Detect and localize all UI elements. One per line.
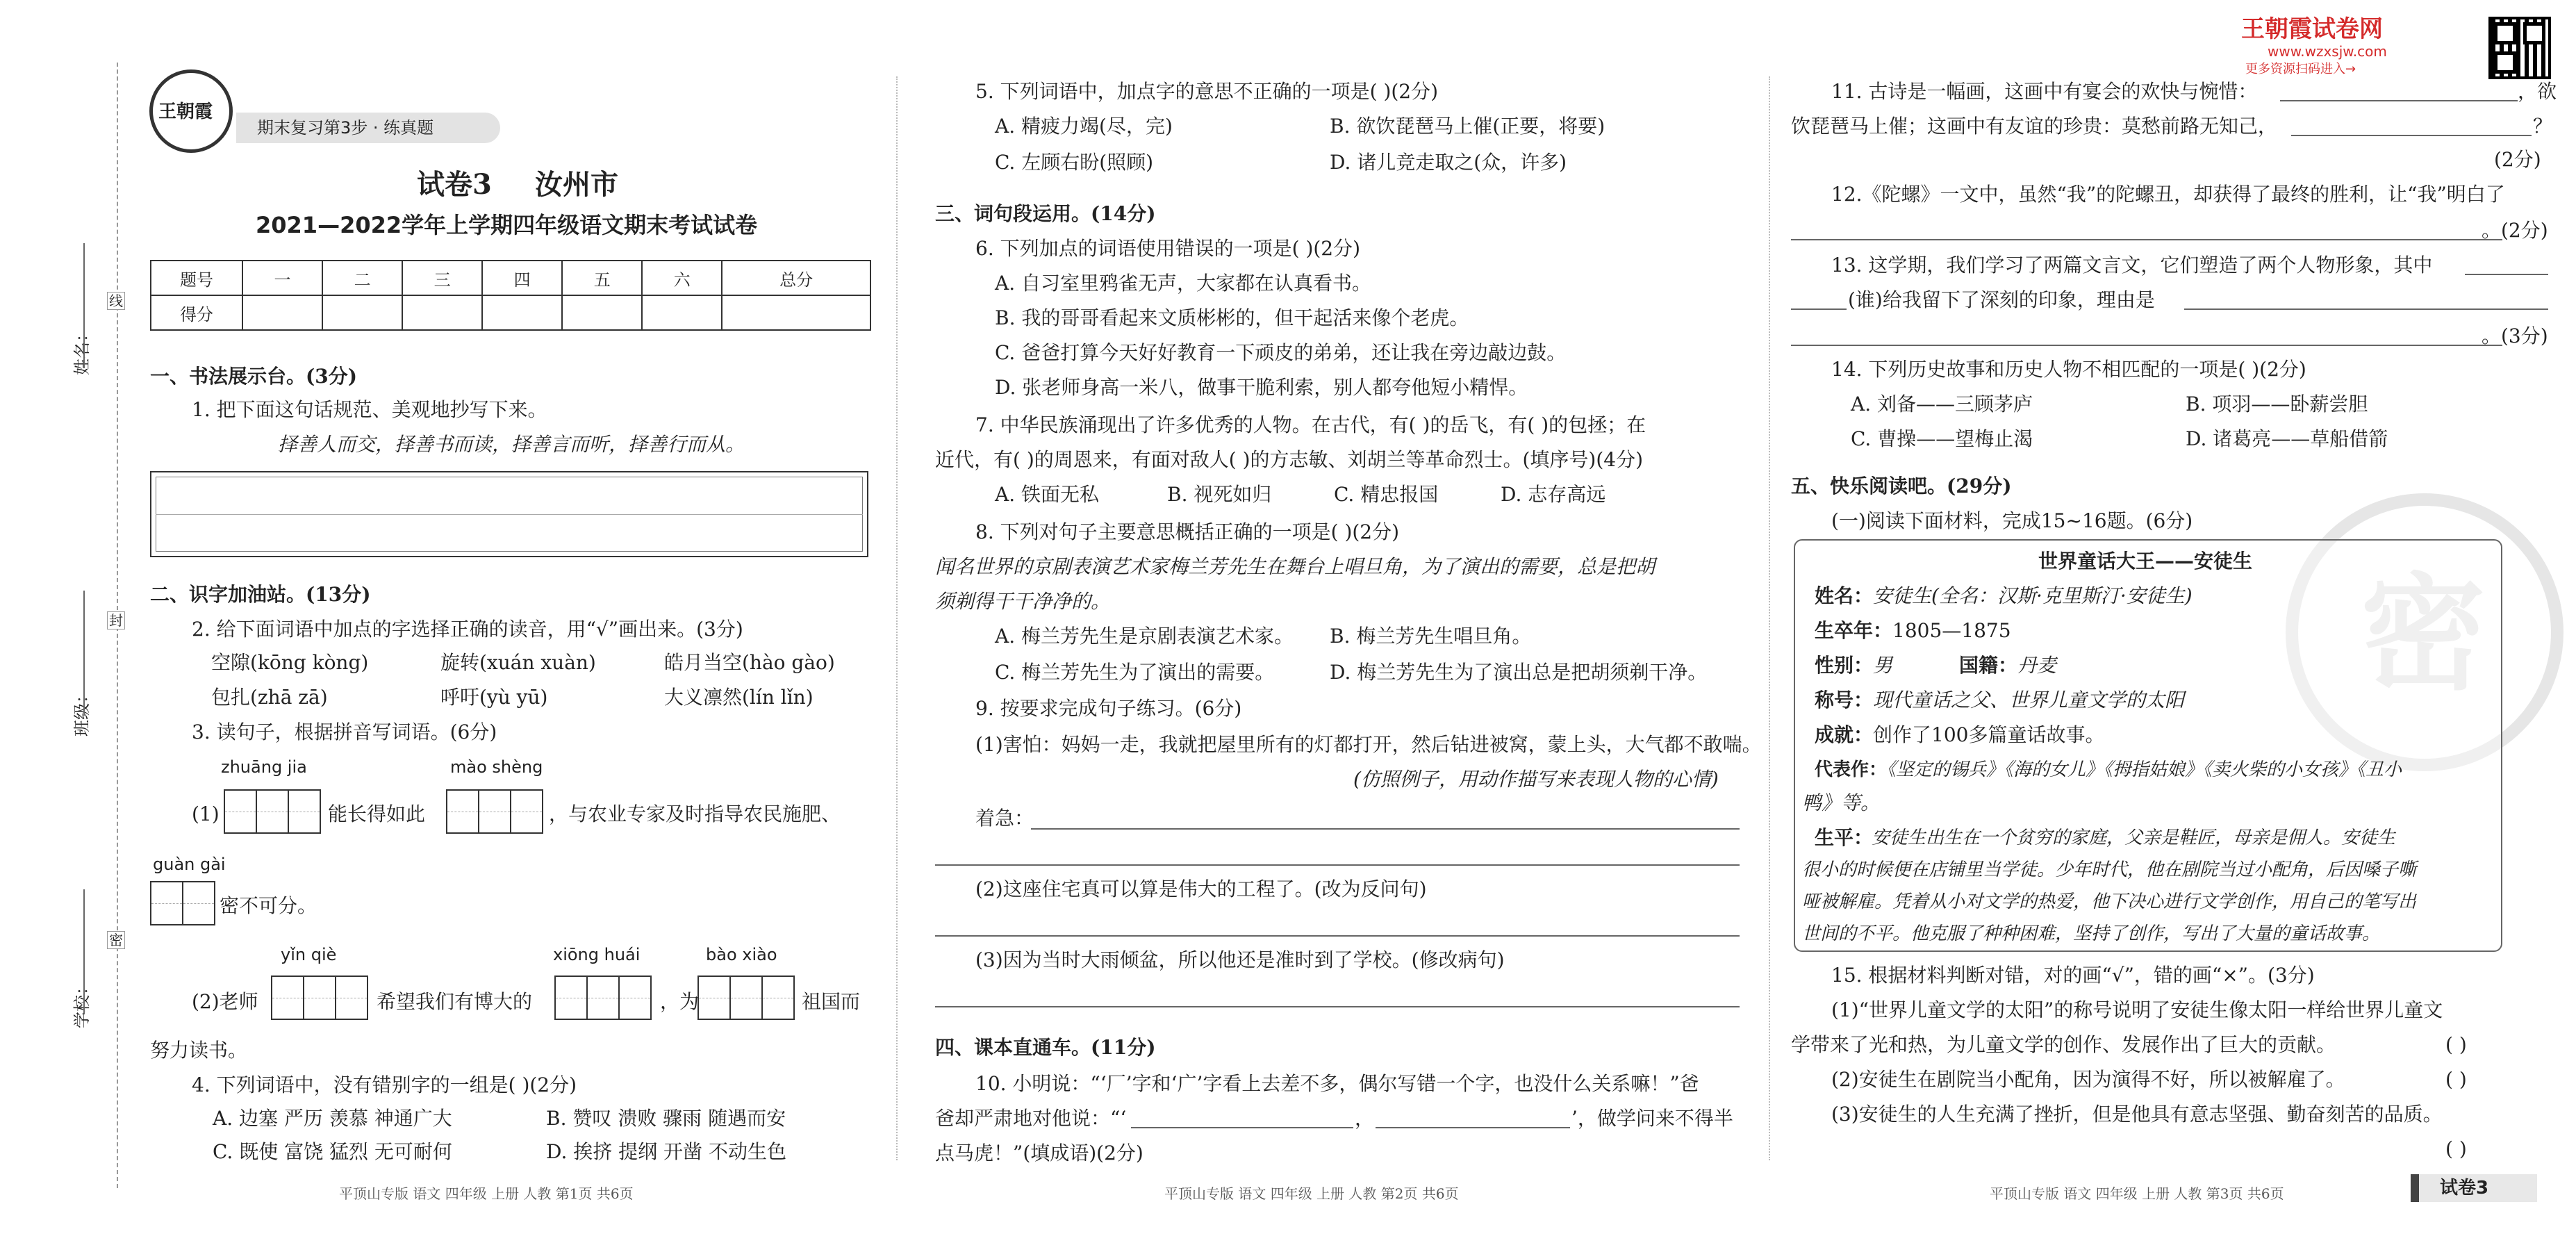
- page-footer: 平顶山专版 语文 四年级 上册 人教 第2页 共6页: [1164, 1185, 1459, 1202]
- score-cell[interactable]: [482, 295, 562, 330]
- score-cell[interactable]: [322, 295, 402, 330]
- q6-option: D. 张老师身高一米八，做事干脆利索，别人都夸他短小精悍。: [995, 376, 1528, 399]
- card-row: [1815, 618, 2011, 643]
- q4-option: B. 赞叹 溃败 骤雨 随遇而安: [546, 1107, 786, 1130]
- q11-score: (2分): [2494, 148, 2541, 171]
- answer-line[interactable]: [1031, 828, 1740, 830]
- answer-line[interactable]: [1791, 239, 2502, 240]
- card-title: 世界童话大王——安徒生: [2038, 550, 2253, 573]
- q11-line2-tail: ？: [2533, 115, 2553, 138]
- answer-grid[interactable]: [150, 881, 215, 925]
- section-2-heading: 二、识字加油站。(13分): [150, 583, 371, 606]
- badge-strip: [236, 113, 500, 143]
- q4-option: D. 挨挤 提纲 开凿 不动生色: [546, 1140, 786, 1163]
- card-key: 称号：: [1815, 689, 1874, 711]
- score-cell[interactable]: [562, 295, 642, 330]
- card-life-line: 很小的时候便在店铺里当学徒。少年时代，他在剧院当过小配角，后因嗓子嘶: [1802, 859, 2417, 880]
- card-life-key: 生平：: [1815, 826, 1874, 849]
- score-table: [150, 260, 871, 331]
- answer-line[interactable]: [2280, 100, 2518, 101]
- watermark-seal-char: 密: [2361, 562, 2486, 707]
- q7-option: C. 精忠报国: [1334, 483, 1439, 506]
- card-value: 丹麦: [2017, 654, 2057, 677]
- card-row: [1959, 653, 2056, 678]
- score-row-label: 得分: [151, 295, 242, 330]
- card-value: 1805—1875: [1892, 619, 2011, 642]
- q5-prompt: 5. 下列词语中，加点字的意思不正确的一项是( )(2分): [975, 80, 1439, 103]
- q6-option: A. 自习室里鸦雀无声，大家都在认真看书。: [995, 272, 1372, 295]
- q15-2-answer[interactable]: ( ): [2445, 1068, 2467, 1091]
- section-1-heading: 一、书法展示台。(3分): [150, 365, 357, 388]
- paper-tab-text: 试卷3: [2440, 1178, 2489, 1199]
- answer-grid[interactable]: [554, 976, 652, 1020]
- q15-prompt: 15. 根据材料判断对错，对的画“√”，错的画“×”。(3分): [1831, 964, 2315, 987]
- q1-text: 择善人而交，择善书而读，择善言而听，择善行而从。: [278, 433, 745, 456]
- q14-option: D. 诸葛亮——草船借箭: [2186, 427, 2388, 450]
- q8-option: B. 梅兰芳先生唱旦角。: [1330, 625, 1532, 648]
- q8-option: A. 梅兰芳先生是京剧表演艺术家。: [995, 625, 1294, 648]
- q10-separator: ，: [1355, 1107, 1375, 1130]
- answer-line[interactable]: [2291, 135, 2532, 136]
- score-col-6: 六: [642, 261, 722, 295]
- q2-item: 包扎(zhā zā): [211, 686, 328, 709]
- q15-1-answer[interactable]: ( ): [2445, 1033, 2467, 1056]
- q14-option: B. 项羽——卧薪尝胆: [2186, 393, 2368, 415]
- q15-3: (3)安徒生的人生充满了挫折，但是他具有意志坚强、勤奋刻苦的品质。: [1831, 1103, 2443, 1126]
- score-cell[interactable]: [642, 295, 722, 330]
- q3-text: ，为: [660, 990, 700, 1013]
- card-key: 生卒年：: [1815, 619, 1893, 642]
- card-key: 性别：: [1815, 654, 1874, 677]
- score-col-1: 一: [242, 261, 322, 295]
- q14-option: A. 刘备——三顾茅庐: [1851, 393, 2033, 415]
- q7-prompt-line1: 7. 中华民族涌现出了许多优秀的人物。在古代，有( )的岳飞，有( )的包拯；在: [975, 413, 1646, 436]
- q9-2-prompt: (2)这座住宅真可以算是伟大的工程了。(改为反问句): [975, 878, 1427, 900]
- page-footer: 平顶山专版 语文 四年级 上册 人教 第3页 共6页: [1990, 1185, 2284, 1202]
- q2-item: 空隙(kōng kòng): [211, 651, 369, 674]
- q15-3-answer[interactable]: ( ): [2445, 1137, 2467, 1160]
- pinyin-label: mào shèng: [450, 757, 543, 777]
- binding-school-label: 学校：: [72, 978, 92, 1028]
- binding-mark-seal: 封: [107, 611, 125, 629]
- q5-option: A. 精疲力竭(尽，完): [995, 115, 1173, 138]
- q8-option: C. 梅兰芳先生为了演出的需要。: [995, 661, 1275, 684]
- binding-mark-line: 线: [107, 292, 125, 310]
- binding-mark-secret: 密: [107, 931, 125, 949]
- q10-line2: 爸却严肃地对他说：“‘: [935, 1107, 1127, 1130]
- q12-prompt: 12.《陀螺》一文中，虽然“我”的陀螺丑，却获得了最终的胜利，让“我”明白了: [1831, 183, 2505, 206]
- q10-line1: 10. 小明说：“‘厂’字和‘广’字看上去差不多，偶尔写错一个字，也没什么关系嘛！”爸: [975, 1072, 1699, 1095]
- q13-line2: (谁)给我留下了深刻的印象，理由是: [1848, 288, 2155, 311]
- q3-prompt: 3. 读句子，根据拼音写词语。(6分): [192, 721, 497, 743]
- q12-score: 。(2分): [2482, 219, 2548, 242]
- answer-grid[interactable]: [224, 789, 321, 834]
- section-3-heading: 三、词句段运用。(14分): [935, 202, 1156, 225]
- qr-code-icon[interactable]: [2488, 17, 2551, 79]
- card-key: 代表作：: [1815, 759, 1888, 780]
- q2-item: 大义凛然(lín lǐn): [664, 686, 814, 709]
- q9-prompt: 9. 按要求完成句子练习。(6分): [975, 697, 1242, 720]
- card-value: 《坚定的锡兵》《海的女儿》《拇指姑娘》《卖火柴的小女孩》《丑小: [1887, 759, 2402, 780]
- score-header-label: 题号: [151, 261, 242, 295]
- binding-name-line: [83, 243, 85, 368]
- q8-option: D. 梅兰芳先生为了演出总是把胡须剃干净。: [1330, 661, 1708, 684]
- q14-option: C. 曹操——望梅止渴: [1851, 427, 2033, 450]
- q13-score: 。(3分): [2482, 324, 2548, 347]
- q8-passage: 闻名世界的京剧表演艺术家梅兰芳先生在舞台上唱旦角，为了演出的需要，总是把胡: [935, 555, 1656, 578]
- q15-2: (2)安徒生在剧院当小配角，因为演得不好，所以被解雇了。: [1831, 1068, 2345, 1091]
- reading-intro: (一)阅读下面材料，完成15~16题。(6分): [1831, 509, 2193, 532]
- answer-grid[interactable]: [446, 789, 543, 834]
- q2-prompt: 2. 给下面词语中加点的字选择正确的读音，用“√”画出来。(3分): [192, 618, 743, 641]
- answer-line[interactable]: [2184, 308, 2548, 310]
- score-col-3: 三: [402, 261, 482, 295]
- q6-option: B. 我的哥哥看起来文质彬彬的，但干起活来像个老虎。: [995, 306, 1469, 329]
- q3-text: 能长得如此: [328, 802, 426, 825]
- card-life-line: 哑被解雇。凭着从小对文学的热爱，他下决心进行文学创作，用自己的笔写出: [1802, 891, 2417, 912]
- score-cell[interactable]: [242, 295, 322, 330]
- q1-writing-box[interactable]: [150, 471, 868, 557]
- answer-line[interactable]: [2465, 274, 2548, 275]
- q5-option: D. 诸儿竞走取之(众，许多): [1330, 151, 1567, 174]
- answer-line[interactable]: [1791, 308, 1847, 310]
- q3-text: 努力读书。: [150, 1039, 248, 1062]
- card-value: 安徒生(全名：汉斯·克里斯汀·安徒生): [1873, 584, 2193, 607]
- q9-3-prompt: (3)因为当时大雨倾盆，所以他还是准时到了学校。(修改病句): [975, 948, 1505, 971]
- card-row: [1815, 723, 2104, 748]
- answer-line[interactable]: [935, 1006, 1740, 1007]
- q5-option: B. 欲饮琵琶马上催(正要，将要): [1330, 115, 1605, 138]
- q5-option: C. 左顾右盼(照顾): [995, 151, 1154, 174]
- binding-class-label: 班级：: [72, 686, 92, 736]
- q7-option: B. 视死如归: [1167, 483, 1272, 506]
- q7-prompt-line2: 近代，有( )的周恩来，有面对敌人( )的方志敏、刘胡兰等革命烈士。(填序号)(4分): [935, 448, 1644, 471]
- q3-text: (2)老师: [192, 990, 258, 1013]
- binding-name-label: 姓名：: [72, 325, 92, 375]
- q3-text: 希望我们有博大的: [377, 990, 533, 1013]
- card-row: [1815, 757, 2402, 782]
- card-key: 姓名：: [1815, 584, 1874, 607]
- q15-1-line1: (1)“世界儿童文学的太阳”的称号说明了安徒生像太阳一样给世界儿童文: [1831, 998, 2443, 1021]
- q9-1-example: (1)害怕：妈妈一走，我就把屋里所有的灯都打开，然后钻进被窝，蒙上头，大气都不敢喘。: [975, 733, 1762, 756]
- answer-grid[interactable]: [271, 976, 368, 1020]
- paper-tab: [2411, 1174, 2537, 1202]
- q6-prompt: 6. 下列加点的词语使用错误的一项是( )(2分): [975, 237, 1361, 260]
- paper-number: 试卷3: [417, 168, 492, 201]
- q3-text: ，与农业专家及时指导农民施肥、: [549, 802, 841, 825]
- page-divider: [1769, 76, 1770, 1160]
- q9-1-requirement: (仿照例子，用动作描写来表现人物的心情): [1353, 768, 1719, 791]
- q11-line2: 饮琵琶马上催；这画中有友谊的珍贵：莫愁前路无知己，: [1791, 115, 2278, 138]
- card-value: 现代童话之父、世界儿童文学的太阳: [1873, 689, 2185, 711]
- pinyin-label: bào xiào: [706, 945, 777, 964]
- reading-card: [1794, 539, 2502, 952]
- q15-1-line2: 学带来了光和热，为儿童文学的创作、发展作出了巨大的贡献。: [1791, 1033, 2336, 1056]
- q8-prompt: 8. 下列对句子主要意思概括正确的一项是( )(2分): [975, 520, 1400, 543]
- card-key: 成就：: [1815, 723, 1874, 746]
- score-col-total: 总分: [722, 261, 870, 295]
- q10-line3: 点马虎！”(填成语)(2分): [935, 1142, 1143, 1164]
- q1-prompt: 1. 把下面这句话规范、美观地抄写下来。: [192, 398, 547, 421]
- score-col-4: 四: [482, 261, 562, 295]
- card-life-line: 安徒生出生在一个贫穷的家庭，父亲是鞋匠，母亲是佣人。安徒生: [1872, 828, 2396, 848]
- site-name[interactable]: 王朝霞试卷网: [2241, 15, 2383, 43]
- answer-line[interactable]: [935, 864, 1740, 866]
- card-row: [1815, 584, 2193, 609]
- answer-line[interactable]: [1791, 345, 2502, 346]
- card-rep-tail: 鸭》等。: [1802, 791, 1881, 814]
- section-5-heading: 五、快乐阅读吧。(29分): [1791, 475, 2012, 497]
- answer-line[interactable]: [935, 935, 1740, 937]
- q11-line1: 11. 古诗是一幅画，这画中有宴会的欢快与惋惜：: [1831, 80, 2258, 103]
- q4-option: A. 边塞 严历 羡慕 神通广大: [213, 1107, 452, 1130]
- q11-line1-tail: ，欲: [2518, 80, 2557, 103]
- page-divider: [896, 76, 898, 1160]
- pinyin-label: yǐn qiè: [281, 945, 337, 964]
- q7-option: A. 铁面无私: [995, 483, 1100, 506]
- paper-title: 2021—2022学年上学期四年级语文期末考试试卷: [256, 212, 758, 238]
- card-value: 创作了100多篇童话故事。: [1873, 723, 2105, 746]
- q6-option: C. 爸爸打算今天好好教育一下顽皮的弟弟，还让我在旁边敲边鼓。: [995, 341, 1567, 364]
- answer-line[interactable]: [1131, 1127, 1353, 1128]
- card-life-line: 世间的不平。他克服了种种困难，坚持了创作，写出了大量的童话故事。: [1802, 923, 2381, 944]
- page-footer: 平顶山专版 语文 四年级 上册 人教 第1页 共6页: [339, 1185, 634, 1202]
- q2-item: 皓月当空(hào gào): [664, 651, 835, 674]
- card-row: [1815, 653, 1892, 678]
- q3-text: 密不可分。: [220, 894, 317, 917]
- score-cell[interactable]: [402, 295, 482, 330]
- q2-item: 呼吁(yù yū): [440, 686, 548, 709]
- card-row: [1815, 688, 2184, 713]
- q3-text: 祖国而: [802, 990, 861, 1013]
- q4-option: C. 既使 富饶 猛烈 无可耐何: [213, 1140, 452, 1163]
- pinyin-label: xiōng huái: [553, 945, 641, 964]
- brand-logo-text: 王朝霞: [158, 101, 213, 122]
- q4-prompt: 4. 下列词语中，没有错别字的一组是( )(2分): [192, 1073, 577, 1096]
- q8-passage: 须剃得干干净净的。: [935, 590, 1111, 613]
- q10-line2-tail: ’，做学问来不得半: [1571, 1107, 1733, 1130]
- binding-school-line: [83, 889, 85, 1014]
- q3-text: (1): [192, 802, 220, 825]
- badge-text: 期末复习第3步 · 练真题: [257, 118, 434, 138]
- site-hint: 更多资源扫码进入→: [2245, 62, 2356, 76]
- binding-class-line: [83, 591, 85, 716]
- paper-city: 汝州市: [535, 168, 618, 201]
- q7-option: D. 志存高远: [1501, 483, 1606, 506]
- site-url[interactable]: www.wzxsjw.com: [2268, 43, 2387, 60]
- section-4-heading: 四、课本直通车。(11分): [935, 1036, 1156, 1059]
- pinyin-label: guàn gài: [153, 855, 226, 874]
- q1-writing-midline: [156, 514, 863, 515]
- q9-1-label: 着急：: [975, 807, 1034, 830]
- score-cell[interactable]: [722, 295, 870, 330]
- answer-grid[interactable]: [697, 976, 795, 1020]
- q14-prompt: 14. 下列历史故事和历史人物不相匹配的一项是( )(2分): [1831, 358, 2306, 381]
- score-col-5: 五: [562, 261, 642, 295]
- card-value: 男: [1873, 654, 1893, 677]
- answer-line[interactable]: [1376, 1127, 1570, 1128]
- score-col-2: 二: [322, 261, 402, 295]
- brand-logo: [149, 69, 233, 153]
- q2-item: 旋转(xuán xuàn): [440, 651, 596, 674]
- q13-line1: 13. 这学期，我们学习了两篇文言文，它们塑造了两个人物形象，其中: [1831, 254, 2433, 277]
- pinyin-label: zhuāng jia: [221, 757, 307, 777]
- card-key: 国籍：: [1959, 654, 2018, 677]
